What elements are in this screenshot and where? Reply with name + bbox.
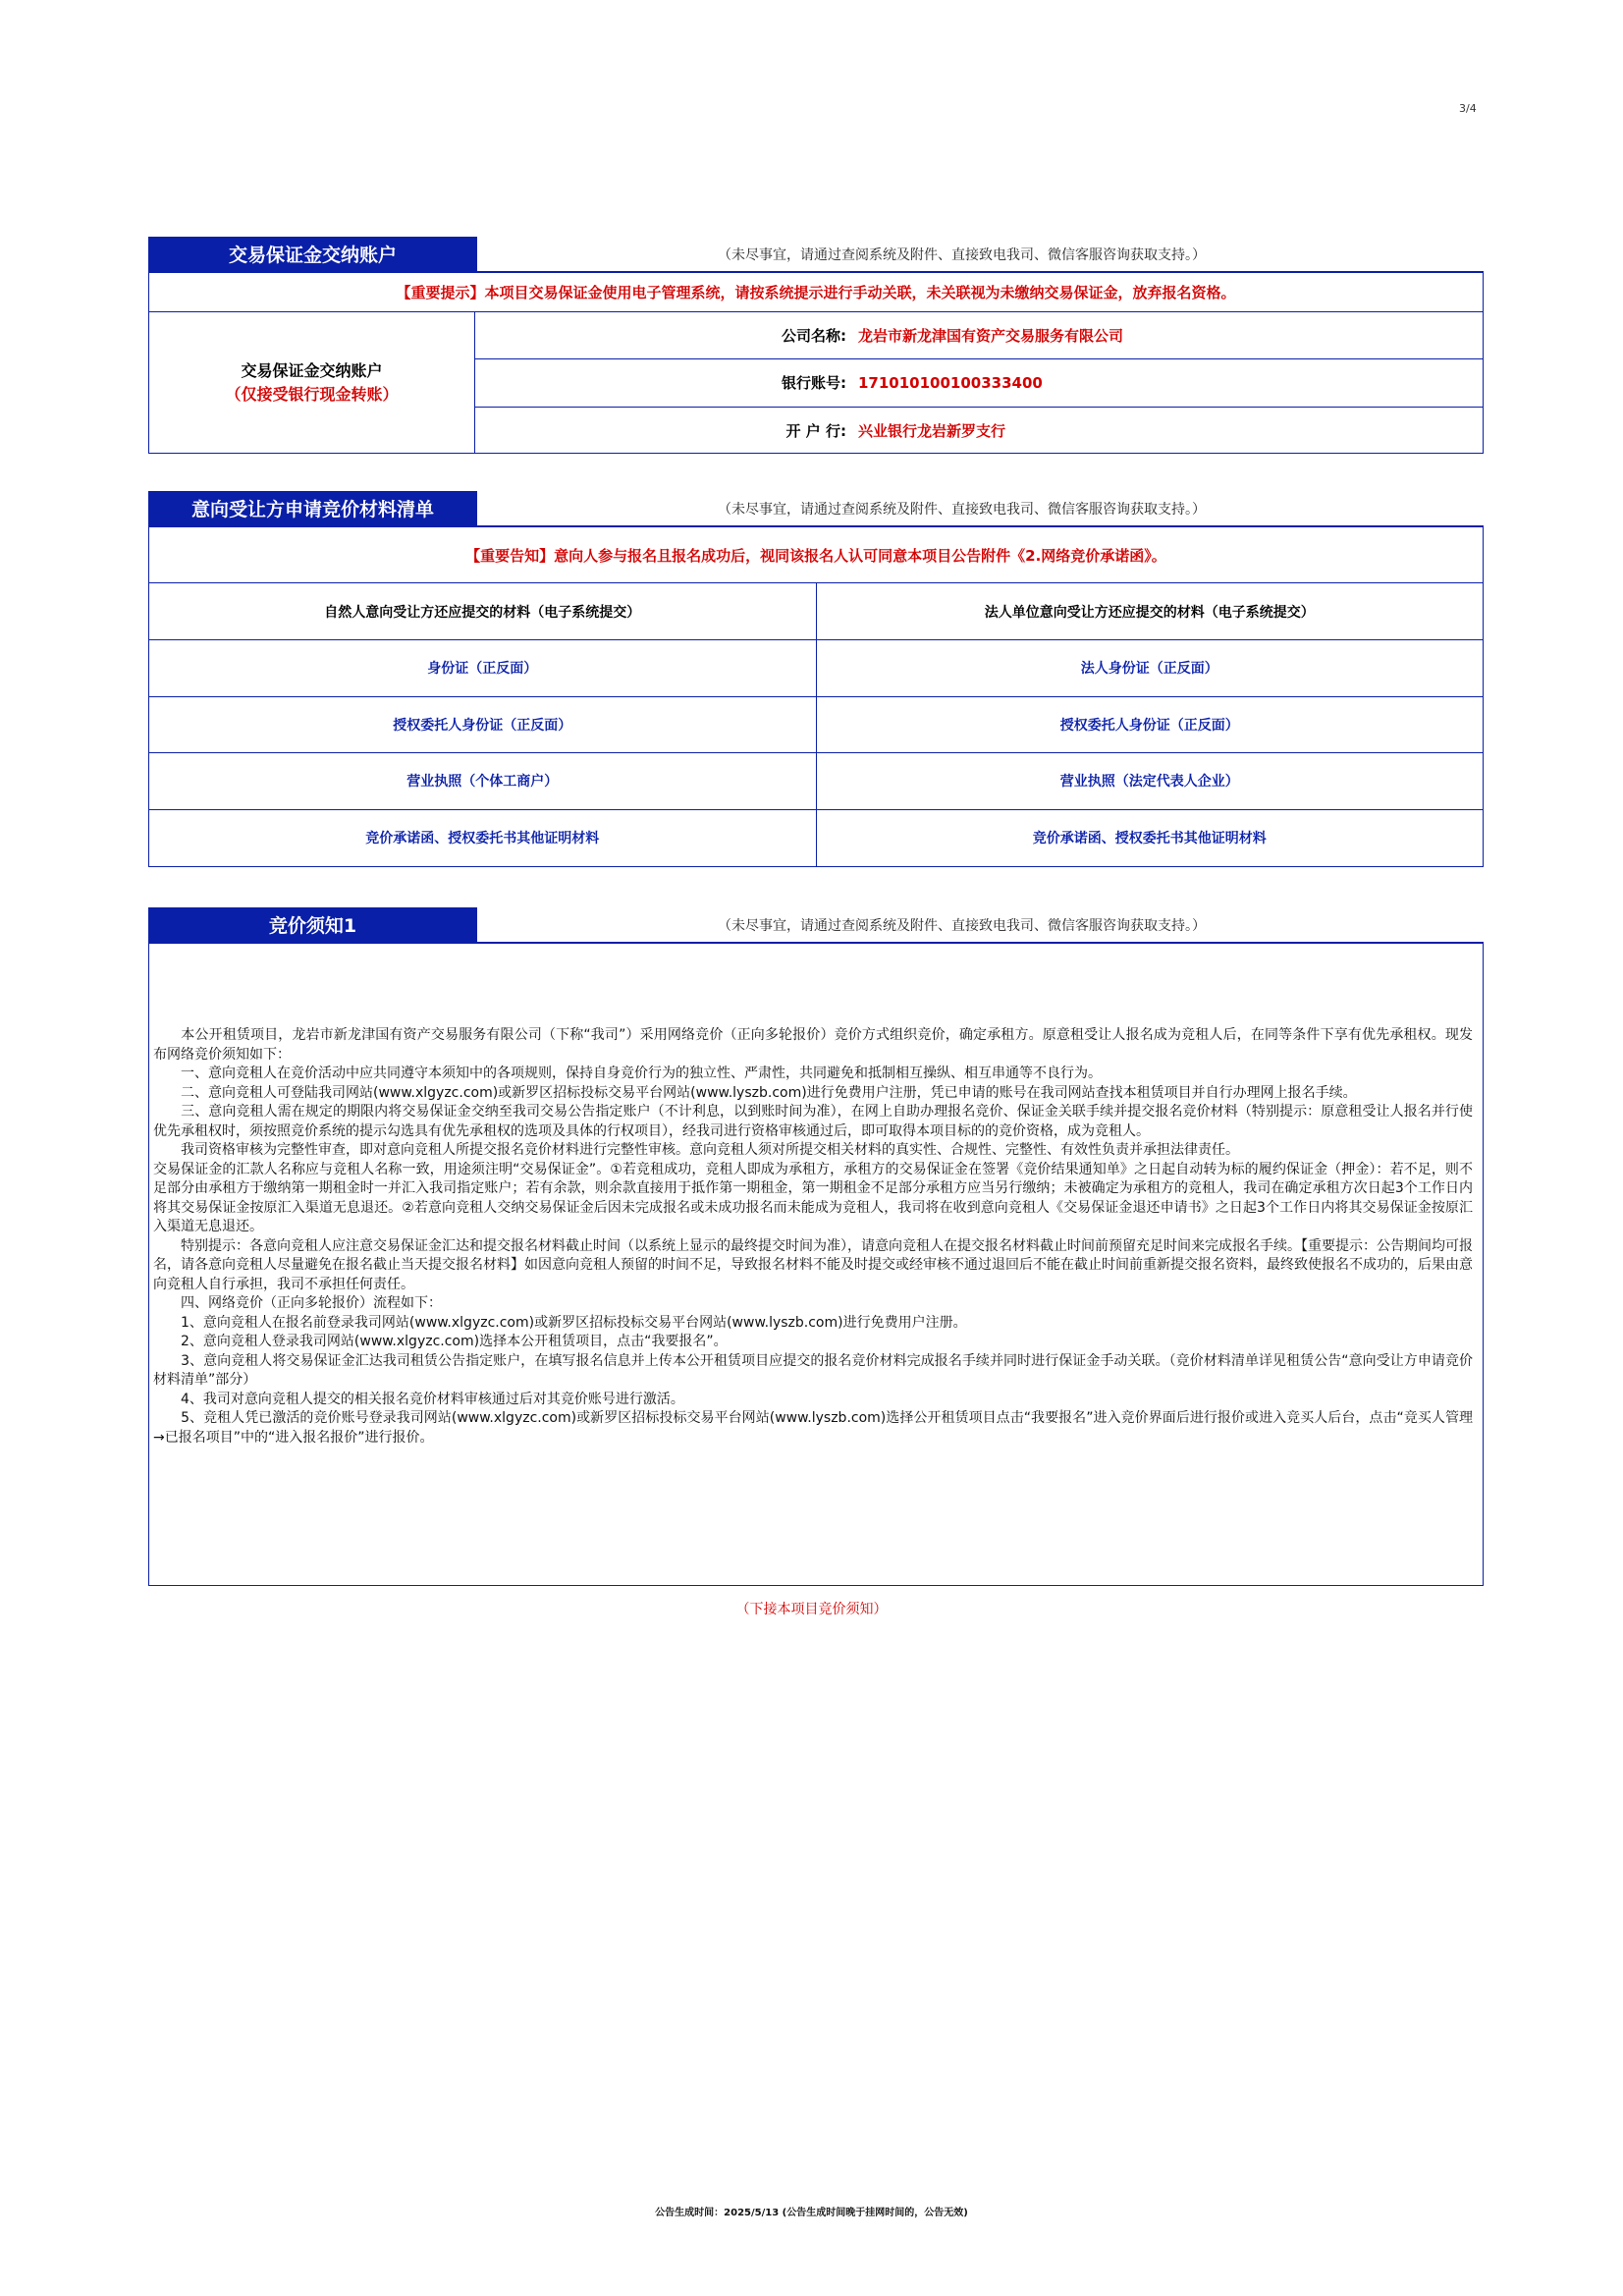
materials-table <box>149 583 1483 866</box>
notice-paragraph: 一、意向竞租人在竞价活动中应共同遵守本须知中的各项规则，保持自身竞价行为的独立性、严肃性，共同避免和抵制相互操纵、相互串通等不良行为。 <box>153 1066 1102 1081</box>
material-item: 营业执照（法定代表人企业） <box>816 753 1483 810</box>
account-label: 交易保证金交纳账户 <box>241 361 383 380</box>
column-header-corporate: 法人单位意向受让方还应提交的材料（电子系统提交） <box>816 583 1483 640</box>
section-title: 竞价须知1 <box>148 907 477 942</box>
notice-paragraph: 3、意向竞租人将交易保证金汇达我司租赁公告指定账户，在填写报名信息并上传本公开租赁项目应提交的报名竞价材料完成报名手续并同时进行保证金手动关联。（竞价材料清单详见租赁公告“意向受让方申请竞价材料清单”部分） <box>153 1352 1473 1388</box>
notice-paragraph: 1、意向竞租人在报名前登录我司网站(www.xlgyzc.com)或新罗区招标投标交易平台网站(www.lyszb.com)进行免费用户注册。 <box>153 1314 967 1331</box>
table-row <box>149 753 1483 810</box>
table-row <box>149 640 1483 697</box>
section-header <box>148 491 1484 525</box>
notice-paragraph: 2、意向竞租人登录我司网站(www.xlgyzc.com)选择本公开租赁项目，点击“我要报名”。 <box>153 1334 728 1349</box>
section-note: （未尽事宜，请通过查阅系统及附件、直接致电我司、微信客服咨询获取支持。） <box>718 917 1206 934</box>
account-sublabel: （仅接受银行现金转账） <box>225 385 399 404</box>
notice-paragraph: 交易保证金的汇款人名称应与竞租人名称一致，用途须注明“交易保证金”。①若竞租成功，竞租人即成为承租方，承租方的交易保证金在签署《竞价结果通知单》之日起自动转为标的履约保证金（押金）：若不足，则不足部分由承租方于缴纳第一期租金时一并汇入我司指定账户；若有余款，则余款直接用于抵作第一期租金，第一期租金不足部分承租方应当另行缴纳；未被确定为承租方的竞租人，我司在确定承租方次日起3个工作日内将其交易保证金按原汇入渠道无息退还。②若意向竞租人交纳交易保证金后因未完成报名或未成功报名而未能成为竞租人，我司将在收到意向竞租人《交易保证金退还申请书》之日起3个工作日内将其交易保证金按原汇入渠道无息退还。 <box>153 1161 1473 1234</box>
column-header-individual: 自然人意向受让方还应提交的材料（电子系统提交） <box>149 583 816 640</box>
notice-paragraph: 5、竞租人凭已激活的竞价账号登录我司网站(www.xlgyzc.com)或新罗区招标投标交易平台网站(www.lyszb.com)选择公开租赁项目点击“我要报名”进入竞价界面后进行报价或进入竞买人后台，点击“竞买人管理→已报名项目”中的“进入报名报价”进行报价。 <box>153 1410 1473 1446</box>
notice-paragraph: 二、意向竞租人可登陆我司网站(www.xlgyzc.com)或新罗区招标投标交易平台网站(www.lyszb.com)进行免费用户注册，凭已申请的账号在我司网站查找本租赁项目并自行办理网上报名手续。 <box>153 1084 1357 1101</box>
important-notice-row <box>149 273 1483 312</box>
notice-body <box>153 1026 1473 1448</box>
important-notice: 【重要提示】本项目交易保证金使用电子管理系统，请按系统提示进行手动关联，未关联视为未缴纳交易保证金，放弃报名资格。 <box>396 284 1236 301</box>
table-row <box>149 696 1483 753</box>
table-row <box>149 809 1483 866</box>
table-header-row <box>149 583 1483 640</box>
company-name-label: 公司名称: <box>782 327 846 346</box>
material-item: 授权委托人身份证（正反面） <box>149 696 816 753</box>
notice-paragraph: 4、我司对意向竞租人提交的相关报名竞价材料审核通过后对其竞价账号进行激活。 <box>153 1391 684 1407</box>
important-notice: 【重要告知】意向人参与报名且报名成功后，视同该报名人认可同意本项目公告附件《2.网络竞价承诺函》。 <box>465 546 1166 565</box>
bank-branch-value: 兴业银行龙岩新罗支行 <box>858 421 1006 440</box>
bidding-notice-box <box>148 942 1484 1586</box>
section-title: 意向受让方申请竞价材料清单 <box>148 491 477 525</box>
page-number: 3/4 <box>1459 102 1477 115</box>
bank-account-row <box>475 359 1483 407</box>
material-item: 法人身份证（正反面） <box>816 640 1483 697</box>
section-header <box>148 237 1484 271</box>
notice-paragraph: 特别提示：各意向竞租人应注意交易保证金汇达和提交报名材料截止时间（以系统上显示的最终提交时间为准），请意向竞租人在提交报名材料截止时间前预留充足时间来完成报名手续。【重要提示：公告期间均可报名，请各意向竞租人尽量避免在报名截止当天提交报名材料】如因意向竞租人预留的时间不足，导致报名材料不能及时提交或经审核不通过退回后不能在截止时间前重新提交报名资料，最终致使报名不成功的，后果由意向竞租人自行承担，我司不承担任何责任。 <box>153 1237 1473 1292</box>
footer-generation-time: 公告生成时间：2025/5/13 (公告生成时间晚于挂网时间的，公告无效) <box>655 2208 968 2218</box>
notice-paragraph: 我司资格审核为完整性审查，即对意向竞租人所提交报名竞价材料进行完整性审核。意向竞租人须对所提交相关材料的真实性、合规性、完整性、有效性负责并承担法律责任。 <box>153 1142 1239 1158</box>
bidding-notice-section <box>148 907 1484 1586</box>
material-item: 授权委托人身份证（正反面） <box>816 696 1483 753</box>
continue-note: （下接本项目竞价须知） <box>735 1602 888 1617</box>
bank-account-label: 银行账号: <box>782 374 846 393</box>
account-info <box>149 312 1483 454</box>
deposit-account-box <box>148 271 1484 454</box>
section-note: （未尽事宜，请通过查阅系统及附件、直接致电我司、微信客服咨询获取支持。） <box>718 501 1206 518</box>
bank-branch-row <box>475 408 1483 454</box>
notice-paragraph: 三、意向竞租人需在规定的期限内将交易保证金交纳至我司交易公告指定账户（不计利息，以到账时间为准），在网上自助办理报名竞价、保证金关联手续并提交报名竞价材料（特别提示：原意租受让人报名并行使优先承租权时，须按照竞价系统的提示勾选具有优先承租权的选项及具体的行权项目），经我司进行资格审核通过后，即可取得本项目标的的竞价资格，成为竞租人。 <box>153 1104 1473 1139</box>
company-name-row <box>475 312 1483 359</box>
section-note: （未尽事宜，请通过查阅系统及附件、直接致电我司、微信客服咨询获取支持。） <box>718 246 1206 263</box>
deposit-account-section <box>148 237 1484 454</box>
section-header <box>148 907 1484 942</box>
bank-branch-label: 开 户 行: <box>785 421 846 440</box>
material-item: 营业执照（个体工商户） <box>149 753 816 810</box>
material-item: 竞价承诺函、授权委托书其他证明材料 <box>149 809 816 866</box>
material-item: 竞价承诺函、授权委托书其他证明材料 <box>1032 831 1267 847</box>
notice-paragraph: 本公开租赁项目，龙岩市新龙津国有资产交易服务有限公司（下称“我司”）采用网络竞价（正向多轮报价）竞价方式组织竞价，确定承租方。原意租受让人报名成为竞租人后，在同等条件下享有优先承租权。现发布网络竞价须知如下： <box>153 1027 1473 1063</box>
important-notice-row <box>149 527 1483 583</box>
company-name-value: 龙岩市新龙津国有资产交易服务有限公司 <box>858 327 1124 346</box>
account-details <box>475 312 1483 454</box>
notice-paragraph: 四、网络竞价（正向多轮报价）流程如下： <box>153 1295 442 1311</box>
material-item: 身份证（正反面） <box>149 640 816 697</box>
bank-account-value: 171010100100333400 <box>858 373 1043 392</box>
account-label-cell <box>149 312 475 454</box>
materials-section <box>148 491 1484 867</box>
section-title: 交易保证金交纳账户 <box>148 237 477 271</box>
materials-box <box>148 525 1484 867</box>
